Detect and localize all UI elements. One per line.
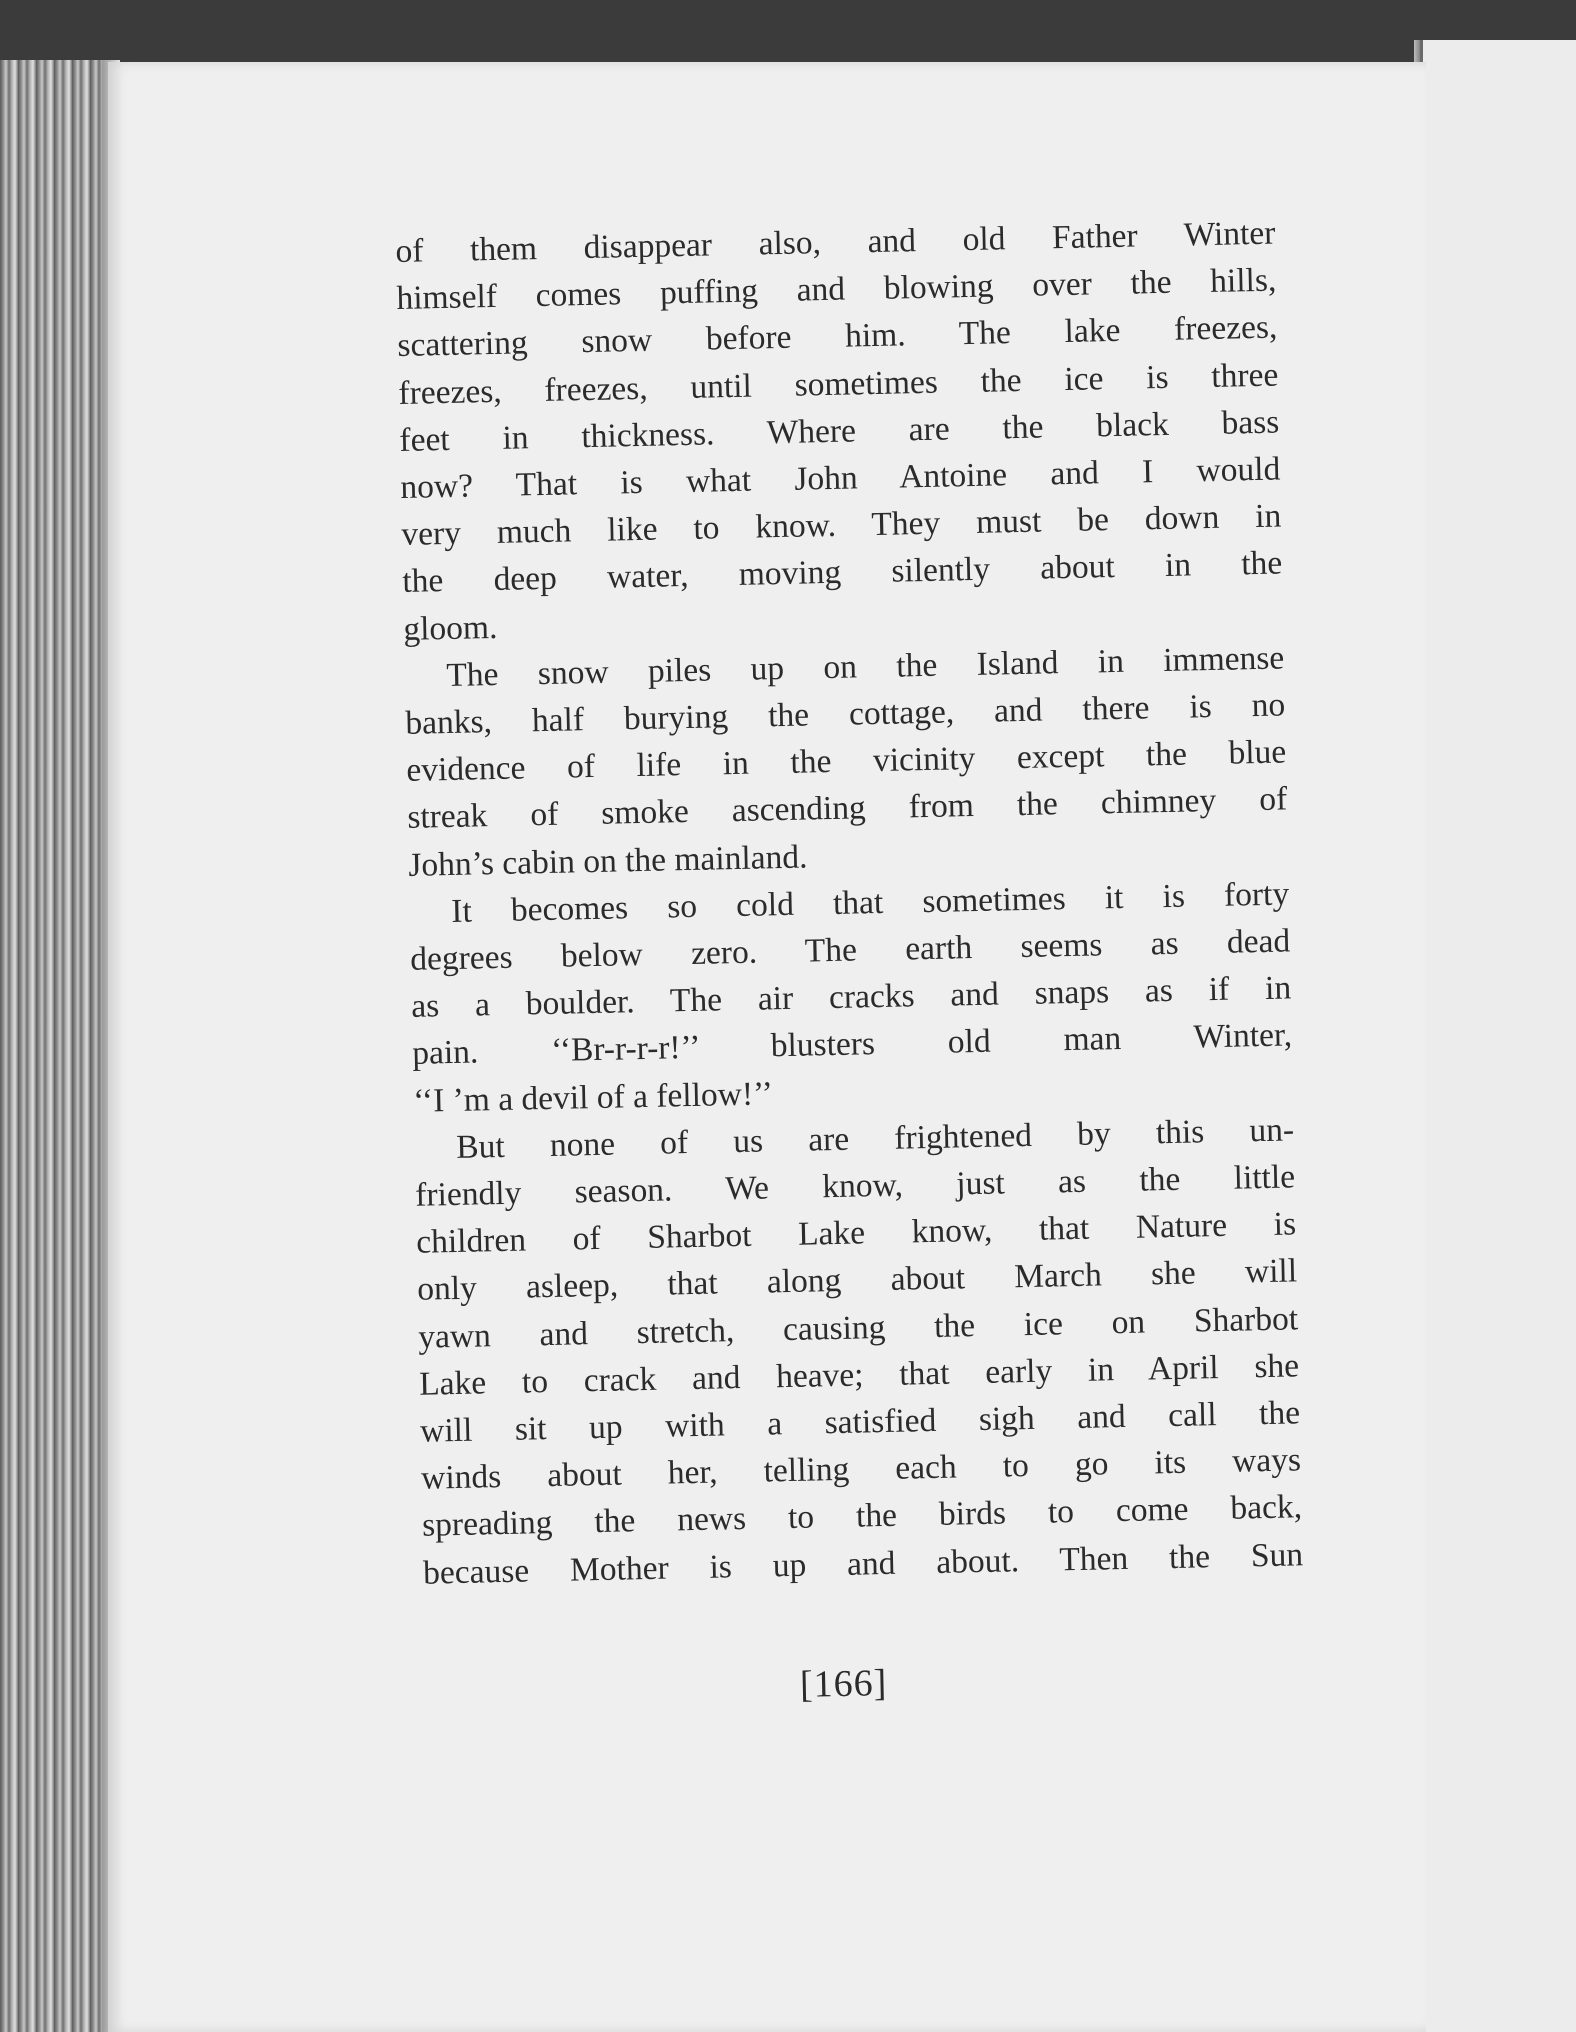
page-number: [166]: [799, 1662, 888, 1706]
facing-page: [1420, 40, 1576, 2032]
text-line: friendly season. We know, just as the little: [414, 1158, 1296, 1214]
text-line: now? That is what John Antoine and I would: [400, 450, 1281, 506]
text-line: only asleep, that along about March she will: [416, 1252, 1298, 1309]
paragraph-4: [414, 1106, 1304, 1596]
text-line: will sit up with a satisfied sigh and call the: [419, 1394, 1301, 1450]
text-line: John’s cabin on the mainland.: [407, 838, 808, 884]
text-line: the deep water, moving silently about in the: [402, 544, 1283, 601]
text-line: himself comes puffing and blowing over the hills,: [396, 261, 1277, 318]
book-page-edges: [0, 60, 120, 2032]
text-line: yawn and stretch, causing the ice on Sharbot: [417, 1300, 1299, 1356]
text-line: spreading the news to the birds to come back,: [421, 1488, 1303, 1545]
text-line: ‘‘I ’m a devil of a fellow!’’: [412, 1074, 774, 1120]
text-line: But none of us are frightened by this un-: [455, 1111, 1295, 1166]
text-line: banks, half burying the cottage, and there is no: [404, 686, 1286, 742]
text-line: It becomes so cold that sometimes it is forty: [450, 875, 1290, 930]
paragraph-2: [404, 634, 1289, 888]
text-line: evidence of life in the vicinity except the blue: [405, 733, 1287, 790]
text-line: gloom.: [403, 608, 498, 648]
text-line: degrees below zero. The earth seems as dead: [409, 922, 1291, 978]
text-line: The snow piles up on the Island in immense: [445, 639, 1285, 694]
text-line: scattering snow before him. The lake freezes,: [397, 308, 1278, 365]
text-line: very much like to know. They must be down in: [401, 497, 1282, 554]
page-body-text: [395, 210, 1303, 1597]
paragraph-3: [409, 870, 1294, 1124]
paragraph-1: [395, 210, 1284, 653]
text-line: as a boulder. The air cracks and snaps as if in: [410, 969, 1292, 1026]
text-line: winds about her, telling each to go its ways: [420, 1441, 1302, 1498]
text-line: because Mother is up and about. Then the Sun: [422, 1535, 1304, 1592]
text-line: children of Sharbot Lake know, that Nature is: [415, 1205, 1297, 1262]
text-line: feet in thickness. Where are the black bass: [399, 403, 1280, 459]
text-line: Lake to crack and heave; that early in April she: [418, 1347, 1300, 1403]
text-line: freezes, freezes, until sometimes the ice is three: [398, 356, 1279, 412]
scanner-background: [0, 0, 1576, 70]
text-line: streak of smoke ascending from the chimney of: [406, 780, 1288, 837]
text-line: of them disappear also, and old Father Winter: [395, 214, 1276, 270]
text-line: pain. ‘‘Br-r-r-r!’’ blusters old man Winter,: [411, 1016, 1293, 1073]
